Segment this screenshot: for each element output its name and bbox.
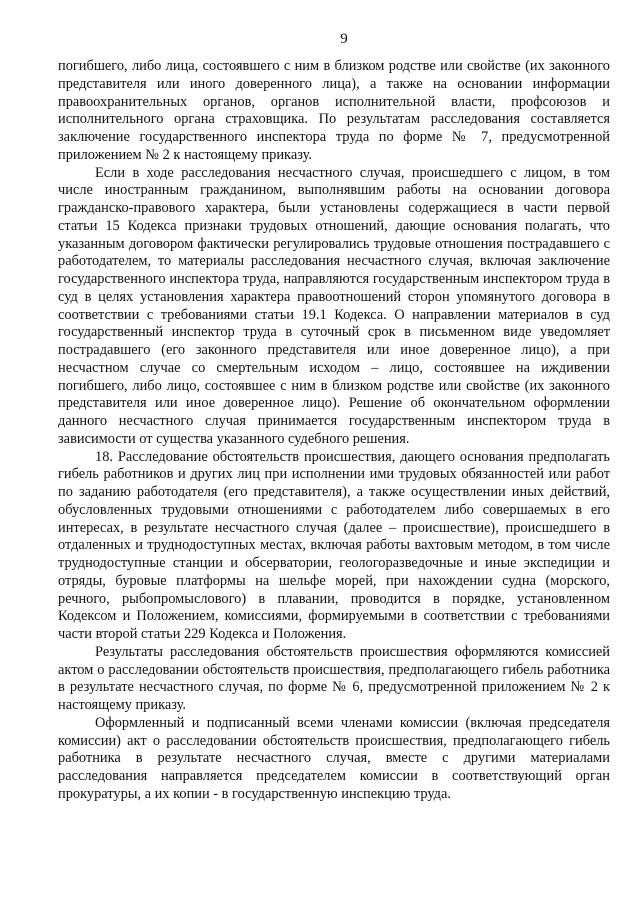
page-number: 9	[340, 31, 348, 47]
paragraph-civil-contract-investigation: Если в ходе расследования несчастного случая, происшедшего с лицом, в том числе иностранным гражданином, выполнявшим работы на основании договора гражданско-правового характера, были установлены содержащиеся в части первой статьи 15 Кодекса признаки трудовых отношений, дающие основания полагать, что указанным договором фактически регулировались трудовые отношения пострадавшего с работодателем, то материалы расследования несчастного случая, включая заключение государственного инспектора труда, направляются государственным инспектором труда в суд в целях установления характера правоотношений сторон упомянутого договора в соответствии с требованиями статьи 19.1 Кодекса. О направлении материалов в суд государственный инспектор труда в суточный срок в письменном виде уведомляет пострадавшего (его законного представителя или иное доверенное лицо), а при несчастном случае со смертельным исходом – лицо, состоявшее на иждивении погибшего, либо лицо, состоявшее с ним в близком родстве или свойстве (их законного представителя или иное доверенное лицо). Решение об окончательном оформлении данного несчастного случая принимается государственным инспектором труда в зависимости от существа указанного судебного решения.	[58, 164, 610, 447]
document-page	[58, 30, 610, 804]
paragraph-incident-act-form-6: Результаты расследования обстоятельств происшествия оформляются комиссией актом о расследовании обстоятельств происшествия, предполагающего гибель работника в результате несчастного случая, по форме № 6, предусмотренной приложением № 2 к настоящему приказу.	[58, 643, 610, 713]
paragraph-act-sent-to-prosecutor: Оформленный и подписанный всеми членами комиссии (включая председателя комиссии) акт о расследовании обстоятельств происшествия, предполагающего гибель работника в результате несчастного случая, вместе с другими материалами расследования направляется председателем комиссии в соответствующий орган прокуратуры, а их копии - в государственную инспекцию труда.	[58, 714, 610, 802]
paragraph-item-18-remote-incident: 18. Расследование обстоятельств происшествия, дающего основания предполагать гибель работников и других лиц при исполнении ими трудовых обязанностей или работ по заданию работодателя (его представителя), а также осуществлении иных действий, обусловленных трудовыми отношениями с работодателем либо совершаемых в его интересах, в результате несчастного случая (далее – происшествие), происшедшего в отдаленных и труднодоступных местах, включая работы вахтовым методом, в том числе труднодоступные станции и обсерватории, геологоразведочные и иные экспедиции и отряды, буровые платформы на шельфе морей, при нахождении судна (морского, речного, рыбопромыслового) в плавании, проводится в порядке, установленном Кодексом и Положением, комиссиями, формируемыми в соответствии с требованиями части второй статьи 229 Кодекса и Положения.	[58, 448, 610, 642]
paragraph-continuation: погибшего, либо лица, состоявшего с ним в близком родстве или свойстве (их законного представителя или иного доверенного лица), а также на основании информации правоохранительных органов, органов исполнительной власти, профсоюзов и исполнительного органа страховщика. По результатам расследования составляется заключение государственного инспектора труда по форме № 7, предусмотренной приложением № 2 к настоящему приказу.	[58, 58, 610, 163]
